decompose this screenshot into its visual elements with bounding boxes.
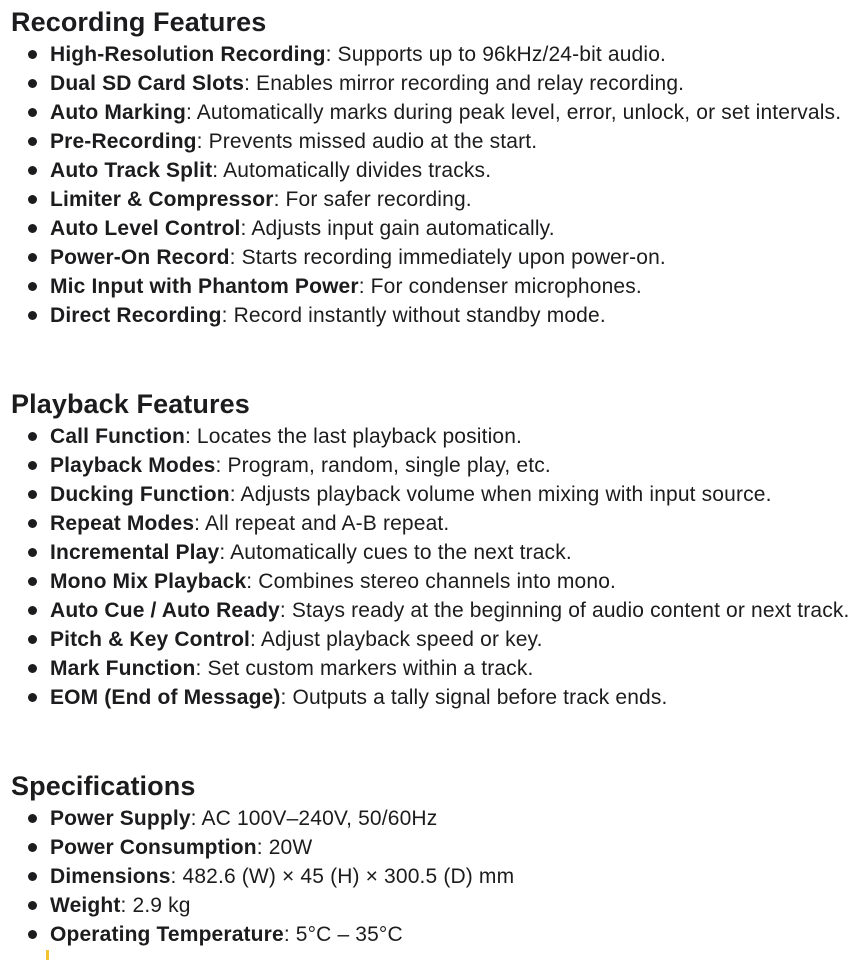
item-term: Mark Function <box>50 657 196 680</box>
item-description: : Record instantly without standby mode. <box>221 304 606 327</box>
list-item <box>0 156 868 185</box>
list-item <box>0 422 868 451</box>
item-term: Dual SD Card Slots <box>50 72 245 95</box>
list-item <box>0 509 868 538</box>
list-item <box>0 69 868 98</box>
list-item <box>0 538 868 567</box>
bullet-icon <box>28 79 37 88</box>
feature-list <box>0 40 868 330</box>
bullet-icon <box>28 311 37 320</box>
item-term: Pre-Recording <box>50 130 197 153</box>
bullet-icon <box>28 872 37 881</box>
list-item <box>0 804 868 833</box>
item-description: : Adjusts playback volume when mixing with input source. <box>229 483 772 506</box>
spec-list <box>0 804 868 949</box>
list-item <box>0 301 868 330</box>
list-item <box>0 567 868 596</box>
item-description: : Combines stereo channels into mono. <box>246 570 617 593</box>
item-term: Mic Input with Phantom Power <box>50 275 359 298</box>
list-item <box>0 451 868 480</box>
item-term: Dimensions <box>50 865 171 888</box>
item-term: Direct Recording <box>50 304 222 327</box>
bullet-icon <box>28 901 37 910</box>
item-description: : Automatically divides tracks. <box>212 159 492 182</box>
item-term: Ducking Function <box>50 483 230 506</box>
item-description: : 20W <box>256 836 313 859</box>
bullet-icon <box>28 606 37 615</box>
bullet-icon <box>28 843 37 852</box>
feature-list <box>0 422 868 712</box>
bullet-icon <box>28 253 37 262</box>
list-item <box>0 40 868 69</box>
list-item <box>0 654 868 683</box>
bullet-icon <box>28 693 37 702</box>
bullet-icon <box>28 282 37 291</box>
item-description: : AC 100V–240V, 50/60Hz <box>190 807 438 830</box>
bullet-icon <box>28 814 37 823</box>
list-item <box>0 185 868 214</box>
item-description: : 482.6 (W) × 45 (H) × 300.5 (D) mm <box>170 865 515 888</box>
bullet-icon <box>28 166 37 175</box>
bullet-icon <box>28 548 37 557</box>
item-term: Limiter & Compressor <box>50 188 274 211</box>
item-term: High-Resolution Recording <box>50 43 326 66</box>
list-item <box>0 480 868 509</box>
item-term: Incremental Play <box>50 541 220 564</box>
bullet-icon <box>28 224 37 233</box>
bullet-icon <box>28 930 37 939</box>
bullet-icon <box>28 519 37 528</box>
list-item <box>0 127 868 156</box>
item-term: EOM (End of Message) <box>50 686 281 709</box>
bullet-icon <box>28 50 37 59</box>
section-heading: Playback Features <box>11 389 250 419</box>
item-description: : Prevents missed audio at the start. <box>196 130 538 153</box>
list-item <box>0 214 868 243</box>
specifications-section <box>0 768 868 949</box>
item-term: Call Function <box>50 425 185 448</box>
bullet-icon <box>28 577 37 586</box>
item-description: : Enables mirror recording and relay recording. <box>244 72 685 95</box>
item-description: : 5°C – 35°C <box>283 923 403 946</box>
item-term: Power Supply <box>50 807 191 830</box>
list-item <box>0 98 868 127</box>
item-description: : Program, random, single play, etc. <box>215 454 551 477</box>
item-description: : Adjust playback speed or key. <box>250 628 543 651</box>
bullet-icon <box>28 137 37 146</box>
bullet-icon <box>28 664 37 673</box>
list-item <box>0 833 868 862</box>
item-term: Playback Modes <box>50 454 216 477</box>
item-term: Power Consumption <box>50 836 257 859</box>
bullet-icon <box>28 432 37 441</box>
list-item <box>0 596 868 625</box>
item-term: Power-On Record <box>50 246 230 269</box>
list-item <box>0 891 868 920</box>
item-description: : Set custom markers within a track. <box>195 657 534 680</box>
recording-features-section <box>0 4 868 330</box>
item-description: : For condenser microphones. <box>358 275 642 298</box>
item-description: : Adjusts input gain automatically. <box>240 217 555 240</box>
bullet-icon <box>28 635 37 644</box>
item-term: Weight <box>50 894 121 917</box>
item-description: : All repeat and A-B repeat. <box>194 512 450 535</box>
item-description: : Starts recording immediately upon power-on. <box>229 246 666 269</box>
item-description: : Automatically cues to the next track. <box>219 541 572 564</box>
text-cursor-marker <box>46 950 49 960</box>
item-term: Mono Mix Playback <box>50 570 247 593</box>
item-term: Auto Track Split <box>50 159 213 182</box>
list-item <box>0 920 868 949</box>
item-description: : Stays ready at the beginning of audio content or next track. <box>279 599 850 622</box>
item-term: Operating Temperature <box>50 923 284 946</box>
list-item <box>0 243 868 272</box>
item-description: : 2.9 kg <box>120 894 191 917</box>
item-description: : Supports up to 96kHz/24-bit audio. <box>325 43 667 66</box>
list-item <box>0 862 868 891</box>
section-heading: Specifications <box>11 771 196 801</box>
item-term: Auto Cue / Auto Ready <box>50 599 280 622</box>
bullet-icon <box>28 195 37 204</box>
bullet-icon <box>28 490 37 499</box>
bullet-icon <box>28 108 37 117</box>
item-description: : Automatically marks during peak level, error, unlock, or set intervals. <box>185 101 842 124</box>
item-term: Auto Level Control <box>50 217 241 240</box>
item-term: Pitch & Key Control <box>50 628 251 651</box>
item-description: : Outputs a tally signal before track ends. <box>280 686 668 709</box>
section-heading: Recording Features <box>11 7 267 37</box>
list-item <box>0 272 868 301</box>
item-term: Repeat Modes <box>50 512 195 535</box>
item-description: : For safer recording. <box>273 188 472 211</box>
item-term: Auto Marking <box>50 101 186 124</box>
list-item <box>0 683 868 712</box>
item-description: : Locates the last playback position. <box>184 425 523 448</box>
playback-features-section <box>0 386 868 712</box>
list-item <box>0 625 868 654</box>
bullet-icon <box>28 461 37 470</box>
